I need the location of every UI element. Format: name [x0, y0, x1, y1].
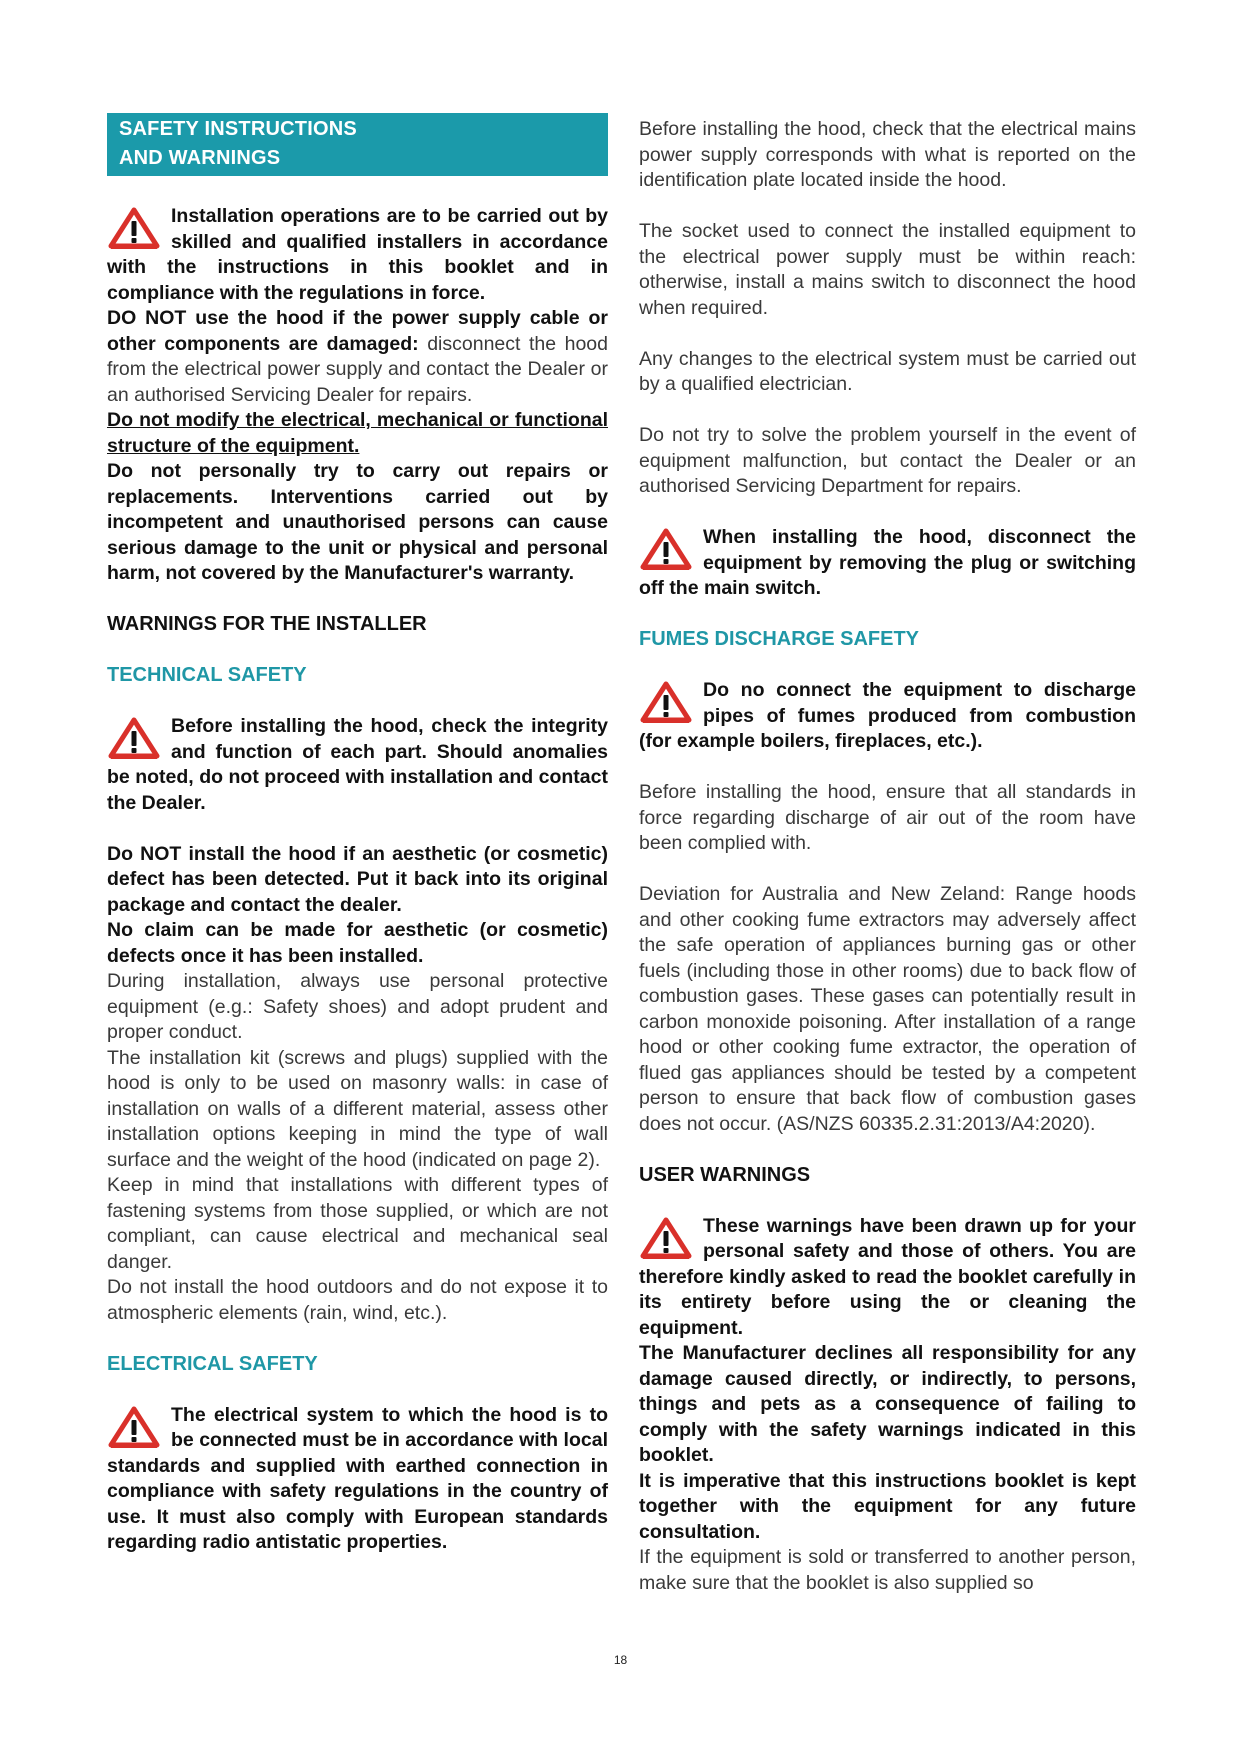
ppe-text: During installation, always use personal protective equipment (e.g.: Safety shoes) and adopt prudent and proper conduct.	[107, 970, 608, 1043]
warning-triangle-icon	[639, 1216, 693, 1260]
aesthetic-defect-text: Do NOT install the hood if an aesthetic (or cosmetic) defect has been detected. Put it back into its original package and contact the dealer.	[107, 842, 608, 916]
manufacturer-text: The Manufacturer declines all responsibility for any damage caused directly, or indirectly, to persons, things and pets as a consequence of failing to comply with the safety warnings indicated in this booklet.	[639, 1342, 1136, 1466]
warning-triangle-icon	[639, 527, 693, 571]
user-warning-text: These warnings have been drawn up for your personal safety and those of others. You are therefore kindly asked to read the booklet carefully in its entirety before using the or cleaning the equipment.	[639, 1214, 1136, 1339]
installation-kit-text: The installation kit (screws and plugs) supplied with the hood is only to be used on masonry walls: in case of installation on walls of a different material, assess other installation options keeping in mind the type of wall surface and the weight of the hood (indicated on page 2).	[107, 1046, 608, 1171]
installer-heading: WARNINGS FOR THE INSTALLER	[107, 613, 427, 635]
electrical-safety-heading: ELECTRICAL SAFETY	[107, 1352, 318, 1375]
technical-safety-heading: TECHNICAL SAFETY	[107, 664, 307, 686]
banner-line-2: AND WARNINGS	[119, 147, 281, 169]
deviation-text: Deviation for Australia and New Zeland: Range hoods and other cooking fume extractors may adversely affect the safe operation of appliances burning gas or other fuels (including those in other rooms) due to back flow of combustion gases. These gases can potentially result in carbon monoxide poisoning. After installation of a range hood or other cooking fume extractor, the operation of flued gas appliances should be tested by a competent person to ensure that back flow of combustion gases does not occur. (AS/NZS 60335.2.31:2013/A4:2020).	[639, 883, 1136, 1135]
sold-text: If the equipment is sold or transferred to another person, make sure that the booklet is also supplied so	[639, 1546, 1136, 1594]
page-number: 18	[613, 1653, 628, 1667]
user-warning-block	[639, 1214, 1136, 1342]
technical-warning-text: Before installing the hood, check the integrity and function of each part. Should anomalies be noted, do not proceed with installation and contact the Dealer.	[107, 715, 608, 814]
installation-operations-text: Installation operations are to be carried out by skilled and qualified installers in accordance with the instructions in this booklet and in compliance with the regulations in force.	[107, 205, 608, 304]
do-not-use-bold: DO NOT use the hood if the power supply cable or other components are damaged:	[107, 307, 608, 355]
mains-check-text: Before installing the hood, check that the electrical mains power supply corresponds with what is reported on the identification plate located inside the hood.	[639, 118, 1136, 191]
fastening-text: Keep in mind that installations with different types of fastening systems from those supplied, or which are not compliant, can cause electrical and mechanical seal danger.	[107, 1174, 608, 1273]
do-not-use-light: disconnect the hood from the electrical power supply and contact the Dealer or an authorised Servicing Dealer for repairs.	[107, 332, 608, 406]
fumes-warning-text: Do no connect the equipment to discharge pipes of fumes produced from combustion (for example boilers, fireplaces, etc.).	[639, 679, 1136, 752]
fumes-warning-block	[639, 678, 1136, 755]
socket-text: The socket used to connect the installed equipment to the electrical power supply must be within reach: otherwise, install a mains switch to disconnect the hood when required.	[639, 220, 1136, 319]
malfunction-text: Do not try to solve the problem yourself in the event of equipment malfunction, but contact the Dealer or an authorised Servicing Department for repairs.	[639, 424, 1136, 497]
do-not-use-text	[107, 306, 608, 408]
no-claim-text: No claim can be made for aesthetic (or cosmetic) defects once it has been installed.	[107, 919, 608, 967]
warning-triangle-icon	[639, 680, 693, 724]
do-not-modify-text: Do not modify the electrical, mechanical or functional structure of the equipment.	[107, 409, 608, 457]
standards-text: Before installing the hood, ensure that all standards in force regarding discharge of air out of the room have been complied with.	[639, 781, 1136, 854]
right-column	[639, 117, 1136, 1596]
imperative-text: It is imperative that this instructions booklet is kept together with the equipment for any future consultation.	[639, 1469, 1136, 1543]
left-column	[107, 113, 608, 1556]
section-banner	[107, 113, 608, 176]
electrical-warning-text: The electrical system to which the hood is to be connected must be in accordance with local standards and supplied with earthed connection in compliance with safety regulations in the country of use. It must also comply with European standards regarding radio antistatic properties.	[107, 1403, 608, 1553]
fumes-discharge-heading: FUMES DISCHARGE SAFETY	[639, 628, 920, 650]
installation-warning-block	[107, 204, 608, 587]
banner-line-1: SAFETY INSTRUCTIONS	[119, 118, 357, 140]
technical-warning-block	[107, 714, 608, 816]
electrical-warning-block	[107, 1403, 608, 1556]
warning-triangle-icon	[107, 1405, 161, 1449]
user-warnings-heading: USER WARNINGS	[639, 1163, 811, 1186]
electrical-changes-text: Any changes to the electrical system must be carried out by a qualified electrician.	[639, 347, 1136, 395]
do-not-repair-text: Do not personally try to carry out repairs or replacements. Interventions carried out by incompetent and unauthorised persons can cause serious damage to the unit or physical and personal harm, not covered by the Manufacturer's warranty.	[107, 460, 608, 584]
disconnect-warning-block	[639, 525, 1136, 602]
outdoors-text: Do not install the hood outdoors and do not expose it to atmospheric elements (rain, wind, etc.).	[107, 1276, 608, 1324]
disconnect-warning-text: When installing the hood, disconnect the equipment by removing the plug or switching off the main switch.	[639, 526, 1136, 599]
warning-triangle-icon	[107, 206, 161, 250]
warning-triangle-icon	[107, 716, 161, 760]
